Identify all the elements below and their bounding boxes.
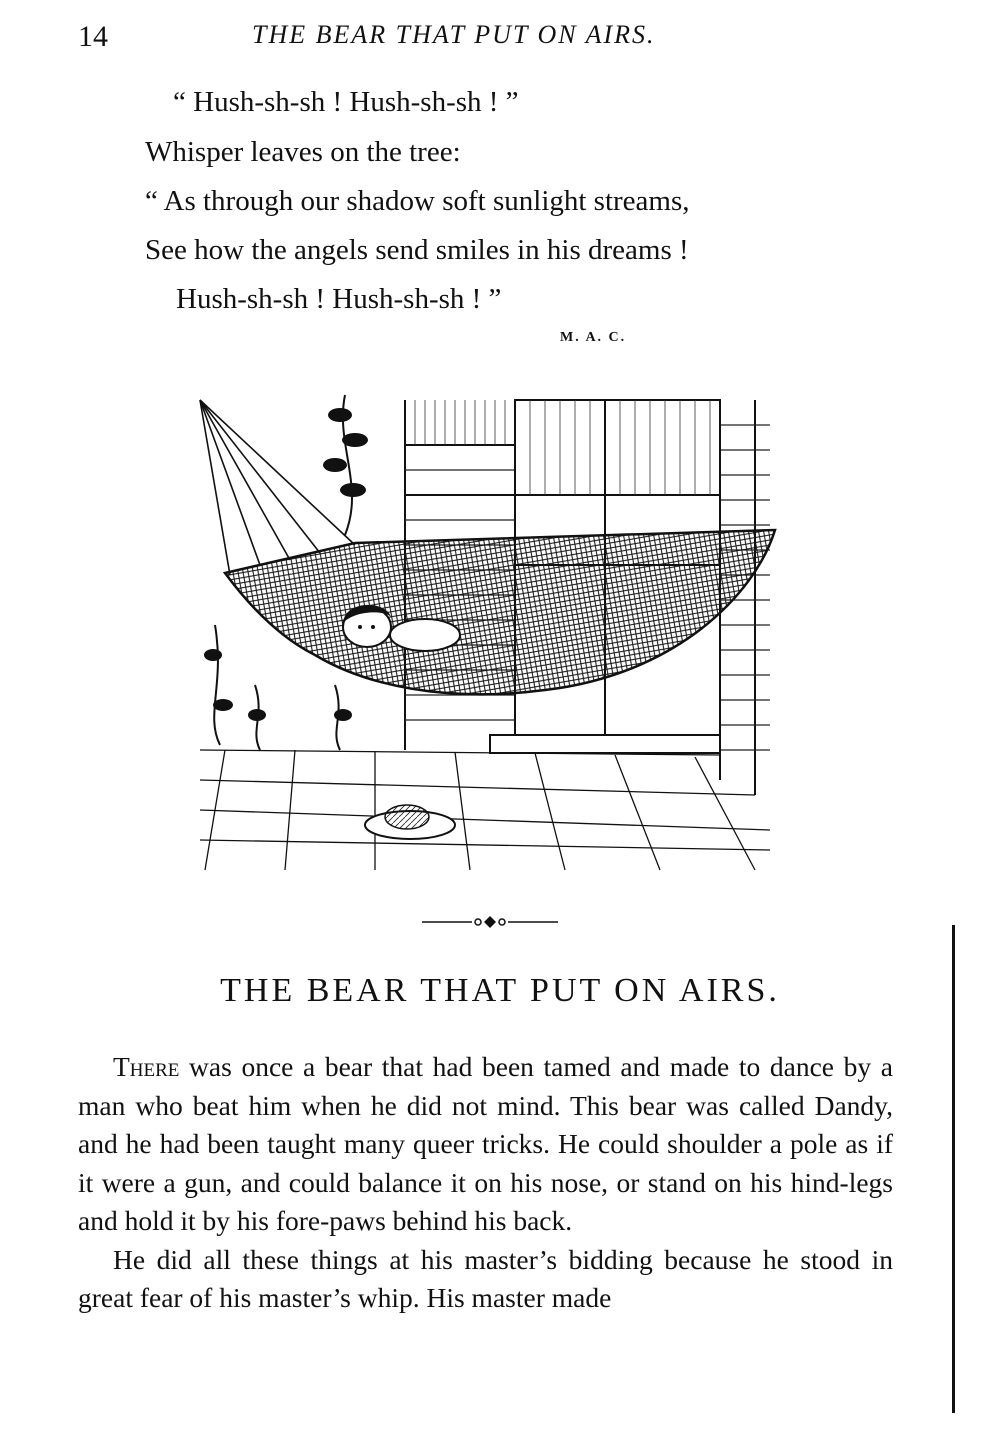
poem-line: “ As through our shadow soft sunlight streams, bbox=[145, 185, 690, 217]
running-head: THE BEAR THAT PUT ON AIRS. bbox=[252, 20, 656, 49]
poem-line: “ Hush-sh-sh ! Hush-sh-sh ! ” bbox=[173, 86, 519, 118]
story-body bbox=[78, 1048, 893, 1318]
poem-line: See how the angels send smiles in his dreams ! bbox=[145, 234, 689, 266]
hammock-engraving-icon bbox=[195, 385, 785, 875]
paragraph bbox=[78, 1048, 893, 1241]
poem-line: Hush-sh-sh ! Hush-sh-sh ! ” bbox=[176, 283, 502, 315]
ornamental-divider-icon bbox=[420, 912, 560, 932]
paragraph-text: was once a bear that had been tamed and made to dance by a man who beat him when he did not mind. This bear was called Dandy, and he had been taught many queer tricks. He could shoulder a pole as if it were a gun, and could balance it on his nose, or stand on his hind-legs and hold it by his fore-paws behind his back. bbox=[78, 1051, 893, 1236]
margin-rule bbox=[952, 925, 955, 1413]
poem-line: Whisper leaves on the tree: bbox=[145, 136, 461, 168]
paragraph: He did all these things at his master’s bidding because he stood in great fear of his master’s whip. His master made bbox=[78, 1243, 893, 1313]
poem-attribution: M. A. C. bbox=[560, 330, 627, 345]
drop-word: There bbox=[113, 1051, 180, 1082]
chapter-title: THE BEAR THAT PUT ON AIRS. bbox=[220, 972, 780, 1009]
page-number: 14 bbox=[78, 20, 108, 53]
